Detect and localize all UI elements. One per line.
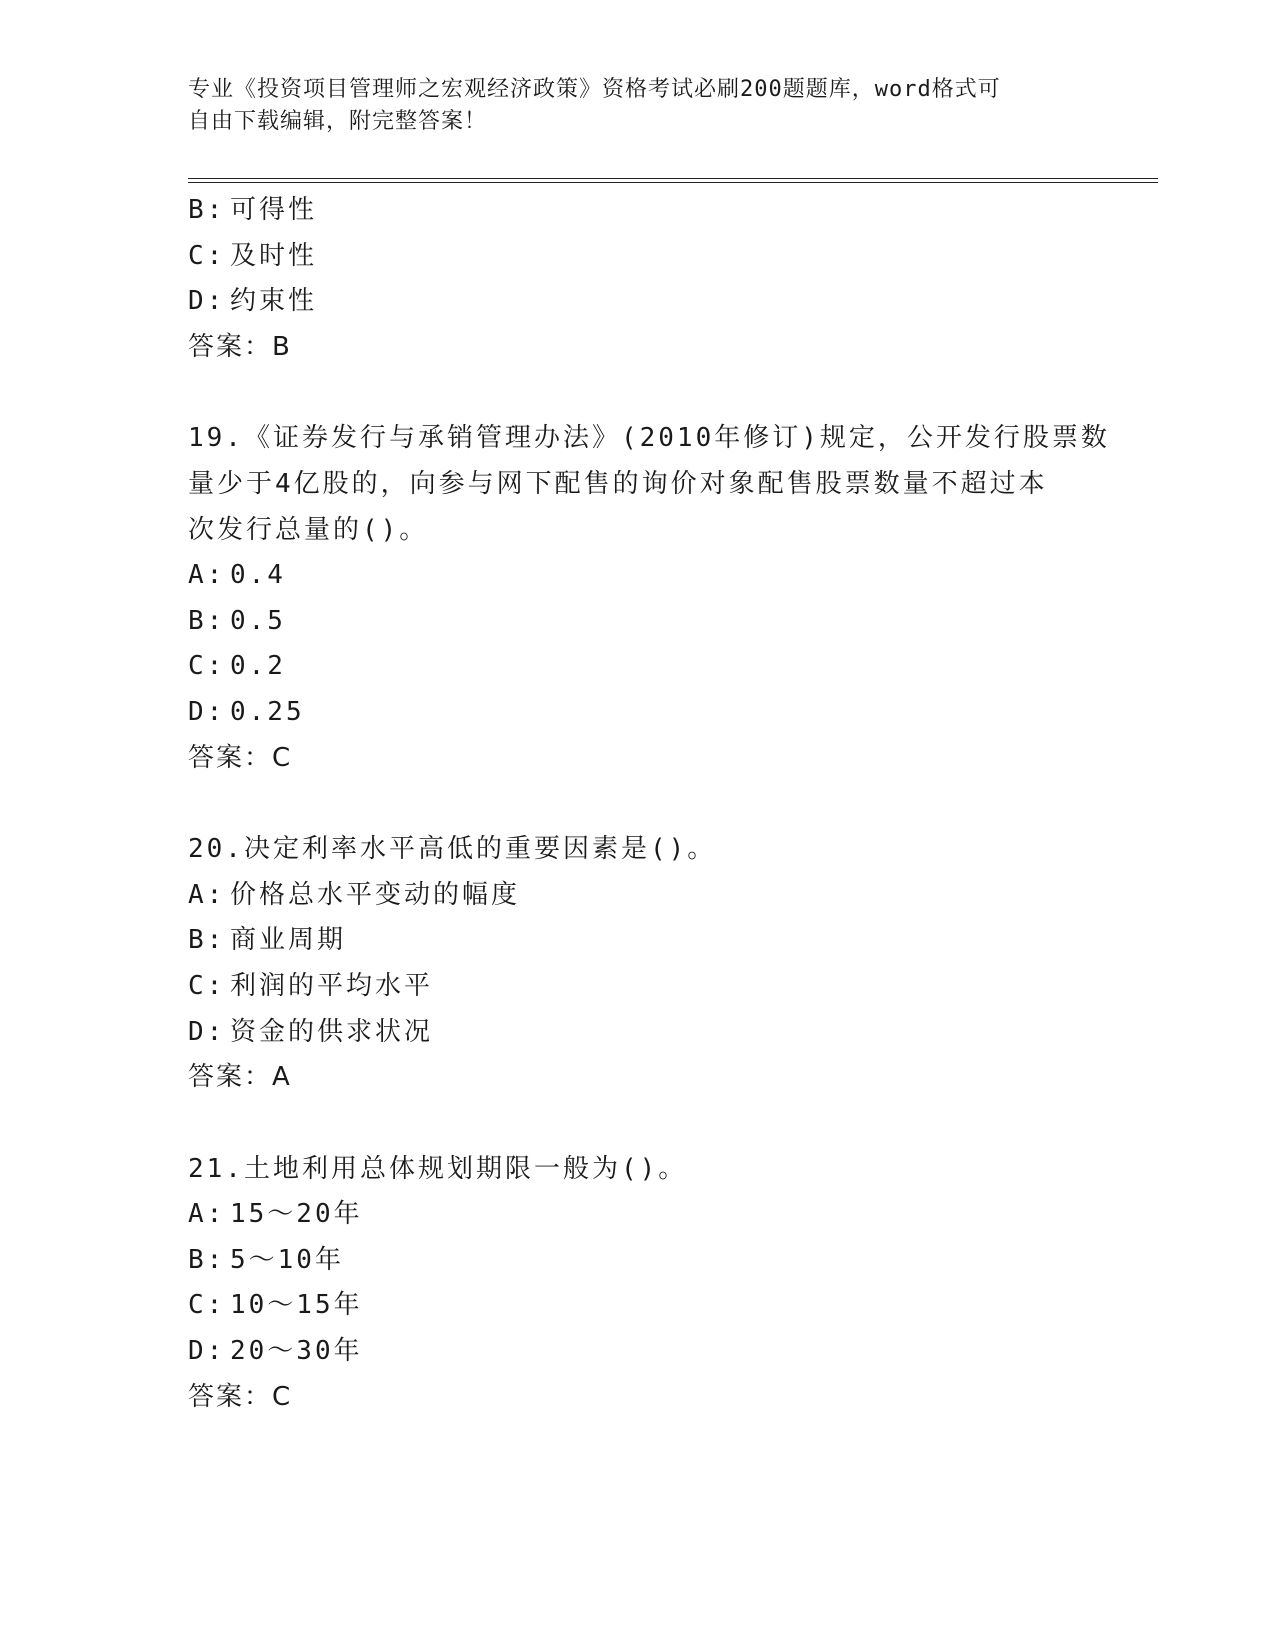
answer: 答案：C: [188, 1381, 293, 1412]
question-text-line: 20.决定利率水平高低的重要因素是()。: [188, 834, 717, 865]
question-18-continued: [188, 188, 1088, 370]
question-text-line: 量少于4亿股的，向参与网下配售的询价对象配售股票数量不超过本: [188, 468, 1048, 499]
option-b: B: 0.5: [188, 605, 286, 636]
option-c: C: 利润的平均水平: [188, 970, 434, 1001]
document-header: [188, 74, 1088, 138]
header-divider: [188, 178, 1158, 183]
answer: 答案：C: [188, 742, 293, 773]
spacer: [188, 1101, 1088, 1147]
answer: 答案：B: [188, 331, 292, 362]
option-b: B: 商业周期: [188, 925, 347, 956]
spacer: [188, 370, 1088, 416]
option-b: B: 5～10年: [188, 1244, 344, 1275]
header-line-1: 专业《投资项目管理师之宏观经济政策》资格考试必刷200题题库，word格式可: [188, 77, 1001, 102]
spacer: [188, 781, 1088, 827]
option-b: B: 可得性: [188, 195, 318, 225]
option-c: C: 10～15年: [188, 1290, 363, 1321]
question-list: [188, 188, 1110, 1420]
question-text-line: 21.土地利用总体规划期限一般为()。: [188, 1153, 688, 1184]
option-a: A: 价格总水平变动的幅度: [188, 879, 521, 910]
question-21: [188, 1147, 1088, 1421]
header-line-2: 自由下载编辑，附完整答案！: [188, 109, 488, 134]
option-a: A: 0.4: [188, 560, 286, 591]
option-c: C: 及时性: [188, 240, 318, 271]
question-19: [188, 416, 1110, 781]
option-d: D: 0.25: [188, 696, 305, 727]
question-text-line: 次发行总量的()。: [188, 514, 429, 545]
question-20: [188, 827, 1088, 1101]
option-c: C: 0.2: [188, 651, 286, 682]
option-d: D: 约束性: [188, 286, 318, 317]
answer: 答案：A: [188, 1062, 292, 1093]
option-d: D: 资金的供求状况: [188, 1016, 434, 1047]
question-text-line: 19.《证券发行与承销管理办法》(2010年修订)规定，公开发行股票数: [188, 423, 1110, 454]
option-d: D: 20～30年: [188, 1336, 363, 1367]
option-a: A: 15～20年: [188, 1199, 363, 1230]
